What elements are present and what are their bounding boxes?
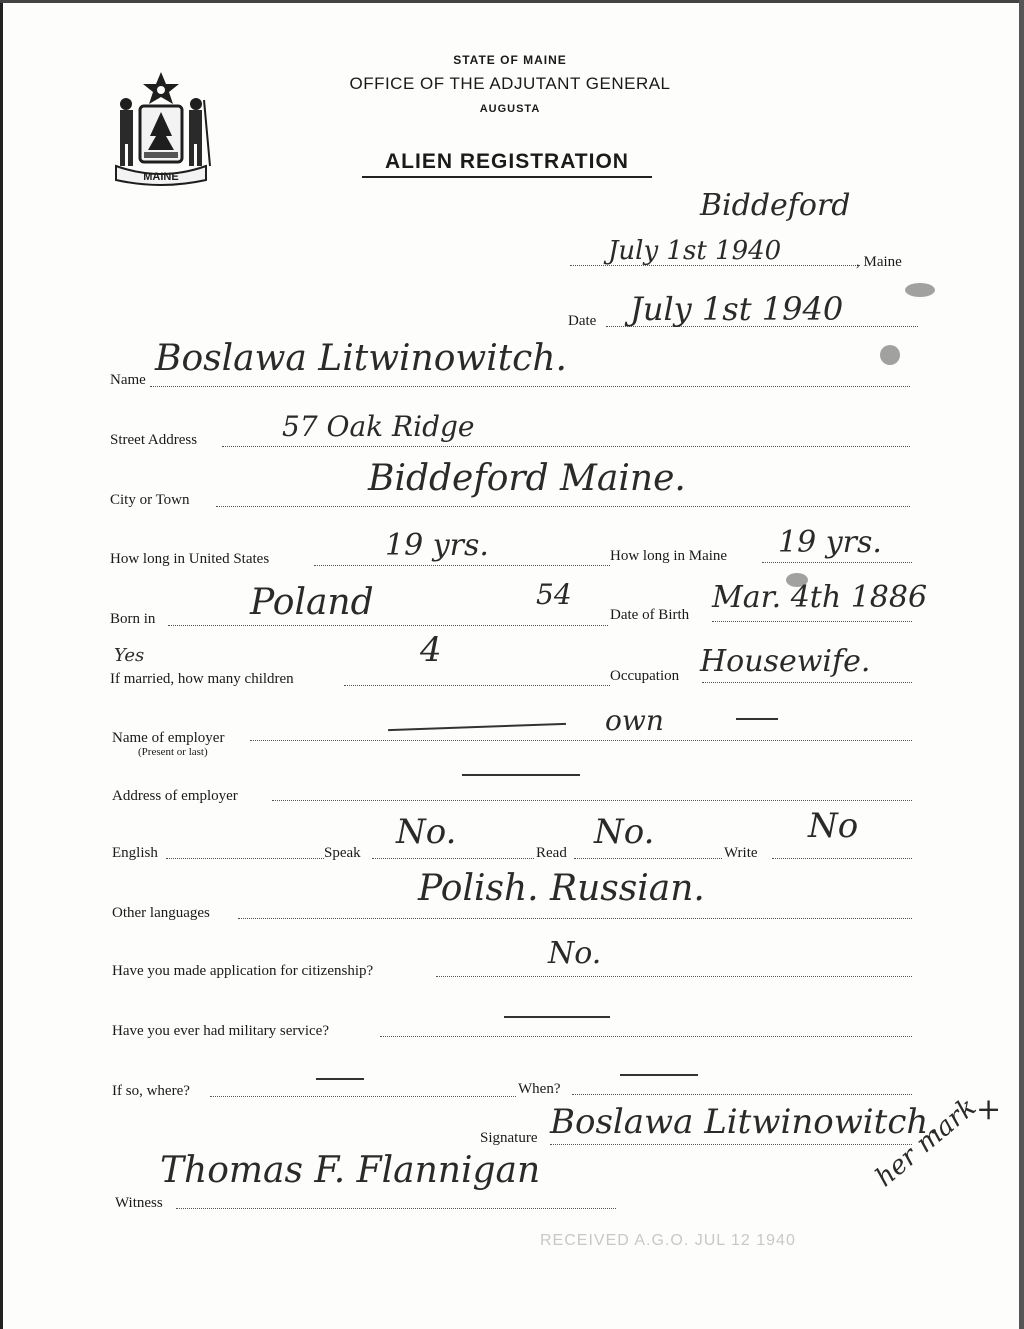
signature-entry: Boslawa Litwinowitch.: [550, 1102, 940, 1142]
dash-stroke: [316, 1078, 364, 1080]
how-long-us-label: How long in United States: [110, 551, 270, 567]
employer-label: Name of employer: [112, 730, 225, 746]
name-label: Name: [110, 372, 146, 388]
other-languages-label: Other languages: [112, 905, 210, 921]
dash-stroke: [462, 774, 580, 776]
when-line: [572, 1094, 912, 1095]
state-heading: STATE OF MAINE: [453, 53, 567, 67]
svg-text:MAINE: MAINE: [143, 171, 179, 183]
city-label: City or Town: [110, 492, 190, 508]
city-line: [216, 506, 910, 507]
age-entry: 54: [536, 578, 572, 611]
where-line: [210, 1096, 516, 1097]
dash-stroke: [620, 1074, 698, 1076]
children-label: If married, how many children: [110, 671, 294, 687]
employer-line: [250, 740, 912, 741]
us-years-entry: 19 yrs.: [385, 528, 489, 563]
form-title: ALIEN REGISTRATION: [362, 150, 652, 178]
write-label: Write: [724, 845, 758, 861]
read-line: [574, 858, 722, 859]
read-entry: No.: [594, 812, 655, 852]
name-line: [150, 386, 910, 387]
occupation-label: Occupation: [610, 668, 680, 684]
read-label: Read: [536, 845, 567, 861]
write-entry: No: [808, 806, 859, 846]
dash-stroke: [736, 718, 778, 720]
ink-smudge: [880, 345, 900, 365]
occupation-line: [702, 682, 912, 683]
born-in-entry: Poland: [250, 582, 374, 623]
signature-label: Signature: [480, 1130, 538, 1146]
mark-entry: +: [976, 1092, 1002, 1127]
citizenship-line: [436, 976, 912, 977]
employer-address-line: [272, 800, 912, 801]
employer-sublabel: (Present or last): [138, 746, 208, 758]
date-of-birth-label: Date of Birth: [610, 607, 690, 623]
ink-smudge: [905, 283, 935, 297]
signature-line: [550, 1144, 912, 1145]
witness-entry: Thomas F. Flannigan: [160, 1150, 541, 1191]
children-line: [344, 685, 610, 686]
place-line: [570, 265, 860, 266]
witness-label: Witness: [115, 1195, 163, 1211]
dash-stroke: [388, 723, 566, 731]
street-entry: 57 Oak Ridge: [282, 410, 475, 443]
speak-line: [372, 858, 534, 859]
how-long-maine-label: How long in Maine: [610, 548, 728, 564]
mark-note-entry: her mark: [870, 1092, 983, 1193]
maine-label: , Maine: [856, 254, 902, 270]
other-languages-line: [238, 918, 912, 919]
maine-years-entry: 19 yrs.: [778, 525, 882, 560]
speak-label: Speak: [324, 845, 361, 861]
street-label: Street Address: [110, 432, 198, 448]
other-languages-entry: Polish. Russian.: [418, 868, 705, 909]
english-label: English: [112, 845, 158, 861]
state-seal: [106, 70, 216, 186]
office-heading: OFFICE OF THE ADJUTANT GENERAL: [349, 74, 671, 93]
witness-line: [176, 1208, 616, 1209]
citizenship-label: Have you made application for citizenship?: [112, 963, 374, 979]
city-heading: AUGUSTA: [479, 103, 541, 115]
street-line: [222, 446, 910, 447]
scan-edge: [0, 0, 3, 1329]
citizenship-entry: No.: [548, 936, 602, 971]
name-entry: Boslawa Litwinowitch.: [155, 338, 567, 379]
dob-entry: Mar. 4th 1886: [712, 580, 928, 615]
date-label: Date: [568, 313, 597, 329]
scan-edge: [1019, 0, 1024, 1329]
date-of-birth-line: [712, 621, 912, 622]
military-label: Have you ever had military service?: [112, 1023, 329, 1039]
scan-edge: [0, 0, 1024, 3]
married-entry: Yes: [114, 645, 145, 666]
english-line: [166, 858, 324, 859]
where-label: If so, where?: [112, 1083, 190, 1099]
when-label: When?: [518, 1081, 561, 1097]
born-in-label: Born in: [110, 611, 156, 627]
received-stamp: RECEIVED A.G.O. JUL 12 1940: [540, 1232, 796, 1249]
place-date-entry: July 1st 1940: [608, 236, 782, 266]
employer-entry: own: [605, 704, 664, 737]
date-entry: July 1st 1940: [630, 290, 844, 328]
dash-stroke: [504, 1016, 610, 1018]
speak-entry: No.: [396, 812, 457, 852]
how-long-us-line: [314, 565, 610, 566]
occupation-entry: Housewife.: [700, 644, 871, 679]
write-line: [772, 858, 912, 859]
how-long-maine-line: [762, 562, 912, 563]
place-entry: Biddeford: [700, 188, 851, 223]
employer-address-label: Address of employer: [112, 788, 238, 804]
born-in-line: [168, 625, 608, 626]
city-entry: Biddeford Maine.: [368, 458, 686, 499]
military-line: [380, 1036, 912, 1037]
children-entry: 4: [420, 630, 442, 670]
